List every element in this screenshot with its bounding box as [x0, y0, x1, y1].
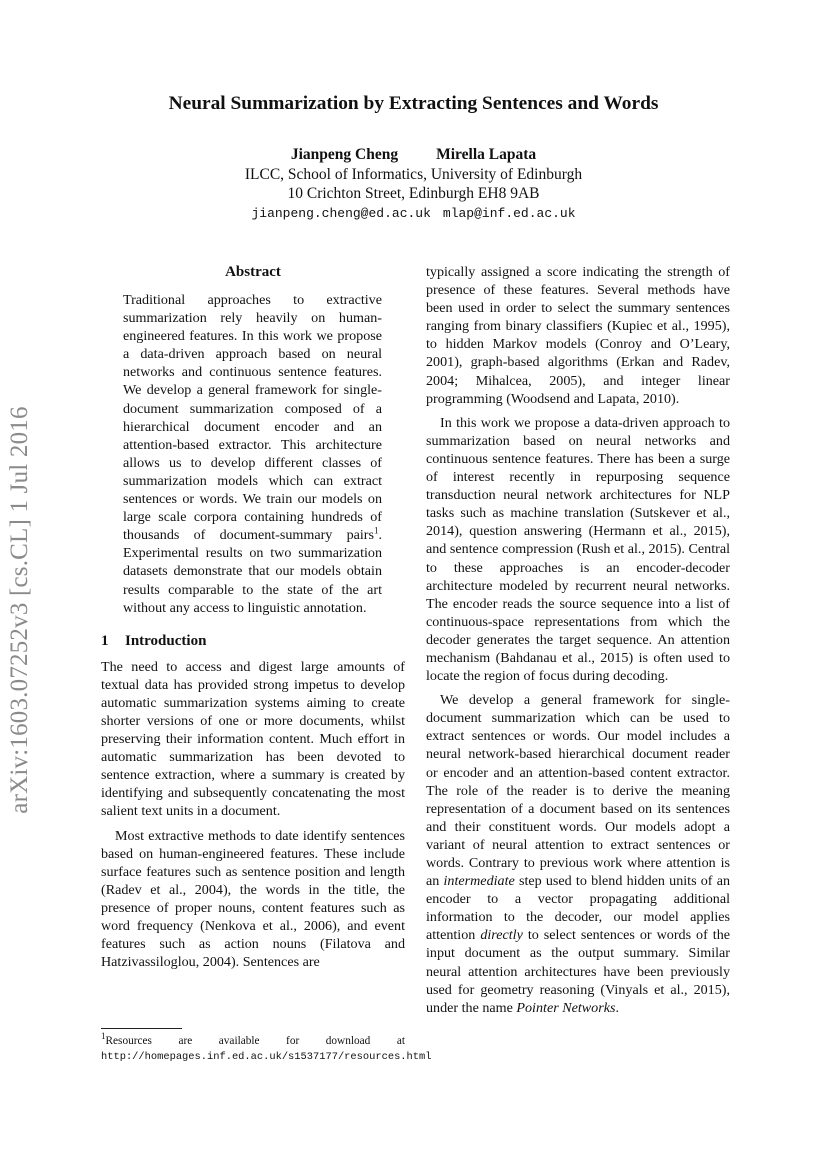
footnote-rule [101, 1028, 182, 1029]
abstract-text [123, 291, 382, 617]
arxiv-stamp [2, 380, 38, 840]
paper-title: Neural Summarization by Extracting Sentences and Words [168, 93, 659, 114]
footnote-marker: 1 [373, 525, 379, 536]
left-column [101, 262, 405, 971]
paragraph-part: We develop a general framework for single-document summarization which can be used to extract sentences or words. Our model includes a neural network-based hierarchical document reader or encoder and an attention-based content extractor. The role of the reader is to derive the meaning representation of a document based on its sentences and their constituent words. Our models adopt a variant of neural attention to extract sentences or words. Contrary to previous work where attention is an [426, 692, 730, 890]
section-title: Introduction [125, 632, 207, 649]
email: mlap@inf.ed.ac.uk [442, 205, 576, 221]
author-block [0, 145, 827, 223]
paragraph: In this work we propose a data-driven approach to summarization based on neural networks and continuous sentence features. There has been a surge of interest recently in repurposing sequence transduction neural network architectures for NLP tasks such as machine translation (Sutskever et al., 2014), question answering (Hermann et al., 2015), and sentence compression (Rush et al., 2015). Central to these approaches is an encoder-decoder architecture modeled by recurrent neural networks. The encoder reads the source sequence into a list of continuous-space representations from which the decoder generates the target sequence. An attention mechanism (Bahdanau et al., 2015) is often used to locate the region of focus during decoding. [426, 414, 730, 685]
address: 10 Crichton Street, Edinburgh EH8 9AB [287, 185, 540, 202]
section-body [101, 658, 405, 972]
abstract-body [123, 291, 382, 617]
right-column [426, 263, 730, 1017]
paragraph-part: step used to blend hidden units of an encoder to a vector propagating additional information to the decoder, our model applies attention [426, 873, 731, 944]
author-names [0, 145, 827, 165]
affiliation: ILCC, School of Informatics, University of Edinburgh [244, 165, 583, 183]
author-name: Mirella Lapata [436, 146, 537, 163]
paragraph-continued: typically assigned a score indicating the strength of presence of these features. Several methods have been used in order to select the summary sentences ranging from binary classifiers (Kupiec et al., 1995), to hidden Markov models (Conroy and O’Leary, 2001), graph-based algorithms (Erkan and Radev, 2004; Mihalcea, 2005), and integer linear programming (Woodsend and Lapata, 2010). [426, 264, 730, 407]
abstract-heading: Abstract [225, 264, 281, 280]
paragraph-part: . [615, 999, 619, 1016]
paragraph [426, 691, 730, 1017]
email: jianpeng.cheng@ed.ac.uk [251, 205, 431, 221]
section-number: 1 [101, 632, 109, 649]
paragraph: Most extractive methods to date identify sentences based on human-engineered features. These include surface features such as sentence position and length (Radev et al., 2004), the words in the title, the presence of proper nouns, content features such as word frequency (Nenkova et al., 2006), and event features such as action nouns (Filatova and Hatzivassiloglou, 2004). Sentences are [101, 827, 405, 971]
section-heading [101, 631, 405, 651]
author-emails [0, 204, 827, 224]
emphasis: intermediate [443, 873, 515, 890]
abstract-text-part: . Experimental results on two summarization datasets demonstrate that our models obtain results comparable to the state of the art without any access to linguistic annotation. [123, 527, 382, 616]
author-name: Jianpeng Cheng [290, 146, 399, 163]
emphasis: Pointer Networks [516, 999, 616, 1016]
paragraph: The need to access and digest large amounts of textual data has provided strong impetus to develop automatic summarization systems aiming to create shorter versions of one or more documents, whilst preserving their information content. Much effort in automatic summarization has been devoted to sentence extraction, where a summary is created by identifying and subsequently concatenating the most salient text units in a document. [101, 658, 405, 820]
paragraph-part: to select sentences or words of the input document as the output summary. Similar neural attention architectures have been previously used for geometry reasoning (Vinyals et al., 2015), under the name [426, 927, 730, 1016]
footnote-text: Resources are available for download at [105, 1035, 405, 1047]
arxiv-identifier: arXiv:1603.07252v3 [cs.CL] 1 Jul 2016 [6, 406, 33, 814]
footnote-url[interactable]: http://homepages.inf.ed.ac.uk/s1537177/resources.html [101, 1051, 432, 1063]
abstract-text-part: Traditional approaches to extractive summarization rely heavily on human-engineered features. In this work we propose a data-driven approach based on neural networks and continuous sentence features. We develop a general framework for single-document summarization composed of a hierarchical document encoder and an attention-based extractor. This architecture allows us to develop different classes of summarization models which can extract sentences or words. We train our models on large scale corpora containing hundreds of thousands of document-summary pairs [123, 292, 382, 544]
footnote-number: 1 [101, 1031, 106, 1042]
emphasis: directly [480, 927, 523, 944]
footnote [101, 1031, 432, 1065]
